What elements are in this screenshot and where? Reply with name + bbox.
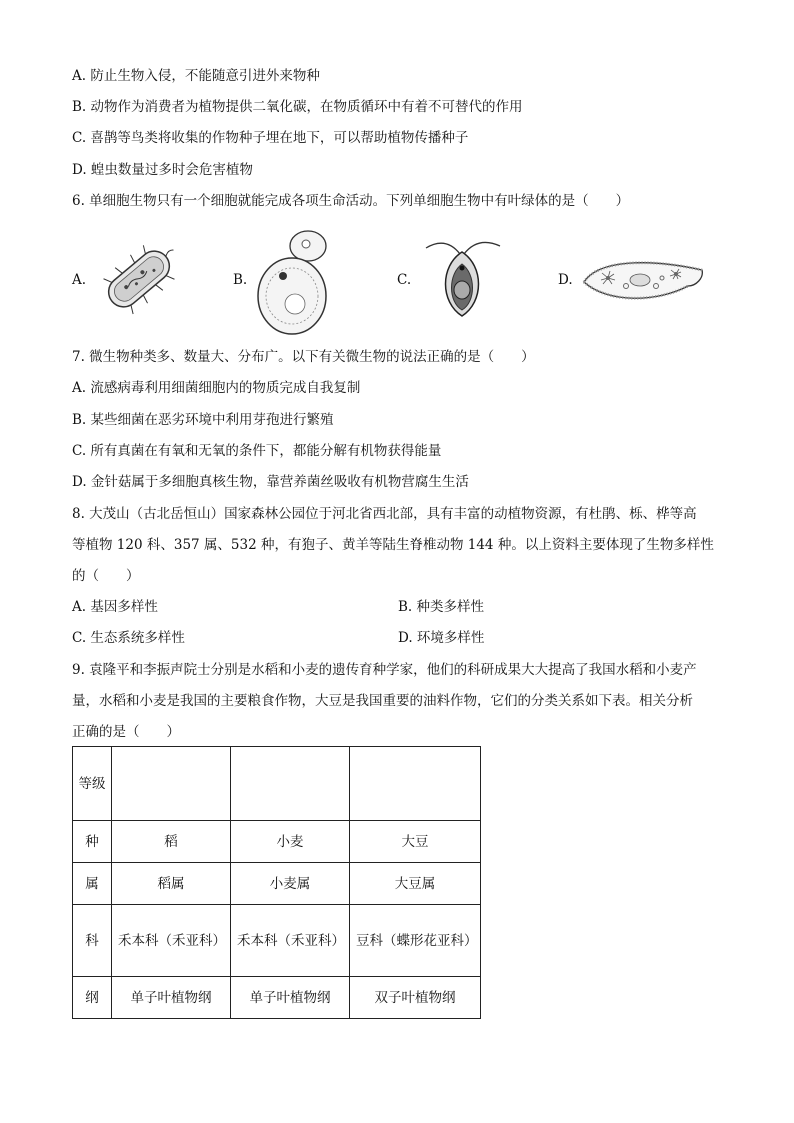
q7-option-d: D. 金针菇属于多细胞真核生物，靠营养菌丝吸收有机物营腐生生活 — [72, 474, 469, 490]
yeast-image — [250, 226, 330, 336]
q9-stem-line-3: 正确的是（ ） — [72, 724, 180, 740]
q5-option-a: A. 防止生物入侵，不能随意引进外来物种 — [72, 68, 320, 84]
table-cell: 禾本科（禾亚科） — [231, 905, 350, 977]
table-cell: 双子叶植物纲 — [350, 977, 481, 1019]
chlamydomonas-image — [420, 232, 506, 322]
q8-option-c: C. 生态系统多样性 — [72, 630, 185, 646]
table-header-cell — [73, 747, 112, 821]
q5-option-b: B. 动物作为消费者为植物提供二氧化碳，在物质循环中有着不可替代的作用 — [72, 99, 523, 115]
q8-stem-line-1: 8. 大茂山（古北岳恒山）国家森林公园位于河北省西北部，具有丰富的动植物资源，有杜鹃、栎、桦等高 — [72, 506, 697, 522]
table-cell: 种 — [73, 821, 112, 863]
q8-option-a: A. 基因多样性 — [72, 599, 158, 615]
table-cell: 属 — [73, 863, 112, 905]
table-cell: 科 — [73, 905, 112, 977]
table-cell: 小麦 — [231, 821, 350, 863]
q6-label-a: A. — [72, 272, 87, 288]
table-header-row — [73, 747, 481, 821]
bacterium-image — [96, 236, 182, 322]
table-cell: 禾本科（禾亚科） — [112, 905, 231, 977]
q8-option-b: B. 种类多样性 — [398, 599, 485, 615]
header-rank: 等级 — [78, 775, 106, 792]
q7-option-a: A. 流感病毒利用细菌细胞内的物质完成自我复制 — [72, 380, 361, 396]
table-header-cell — [231, 747, 350, 821]
q7-stem: 7. 微生物种类多、数量大、分布广。以下有关微生物的说法正确的是（ ） — [72, 349, 535, 365]
q6-label-d: D. — [558, 272, 573, 288]
q6-label-b: B. — [233, 272, 248, 288]
table-cell: 稻 — [112, 821, 231, 863]
q9-stem-line-1: 9. 袁隆平和李振声院士分别是水稻和小麦的遗传育种学家，他们的科研成果大大提高了我国水稻和小麦产 — [72, 662, 697, 678]
table-row — [73, 977, 481, 1019]
paramecium-image — [578, 256, 708, 306]
q8-stem-line-3: 的（ ） — [72, 568, 140, 584]
q8-stem-line-2: 等植物 120 科、357 属、532 种，有狍子、黄羊等陆生脊椎动物 144 种。以上资料主要体现了生物多样性 — [72, 537, 714, 553]
table-cell: 单子叶植物纲 — [231, 977, 350, 1019]
table-cell: 纲 — [73, 977, 112, 1019]
q9-stem-line-2: 量，水稻和小麦是我国的主要粮食作物，大豆是我国重要的油料作物，它们的分类关系如下表。相关分析 — [72, 693, 693, 709]
q5-option-c: C. 喜鹊等鸟类将收集的作物种子埋在地下，可以帮助植物传播种子 — [72, 130, 469, 146]
q8-option-d: D. 环境多样性 — [398, 630, 485, 646]
table-cell: 单子叶植物纲 — [112, 977, 231, 1019]
table-row — [73, 821, 481, 863]
table-header-cell — [112, 747, 231, 821]
table-row — [73, 863, 481, 905]
q7-option-c: C. 所有真菌在有氧和无氧的条件下，都能分解有机物获得能量 — [72, 443, 442, 459]
q5-option-d: D. 蝗虫数量过多时会危害植物 — [72, 162, 253, 178]
table-cell: 大豆属 — [350, 863, 481, 905]
table-cell: 豆科（蝶形花亚科） — [350, 905, 481, 977]
classification-table — [72, 746, 481, 1019]
table-header-cell — [350, 747, 481, 821]
table-row — [73, 905, 481, 977]
q6-label-c: C. — [397, 272, 412, 288]
q7-option-b: B. 某些细菌在恶劣环境中利用芽孢进行繁殖 — [72, 412, 334, 428]
table-cell: 小麦属 — [231, 863, 350, 905]
table-cell: 大豆 — [350, 821, 481, 863]
q6-stem: 6. 单细胞生物只有一个细胞就能完成各项生命活动。下列单细胞生物中有叶绿体的是（ ） — [72, 193, 630, 209]
table-cell: 稻属 — [112, 863, 231, 905]
